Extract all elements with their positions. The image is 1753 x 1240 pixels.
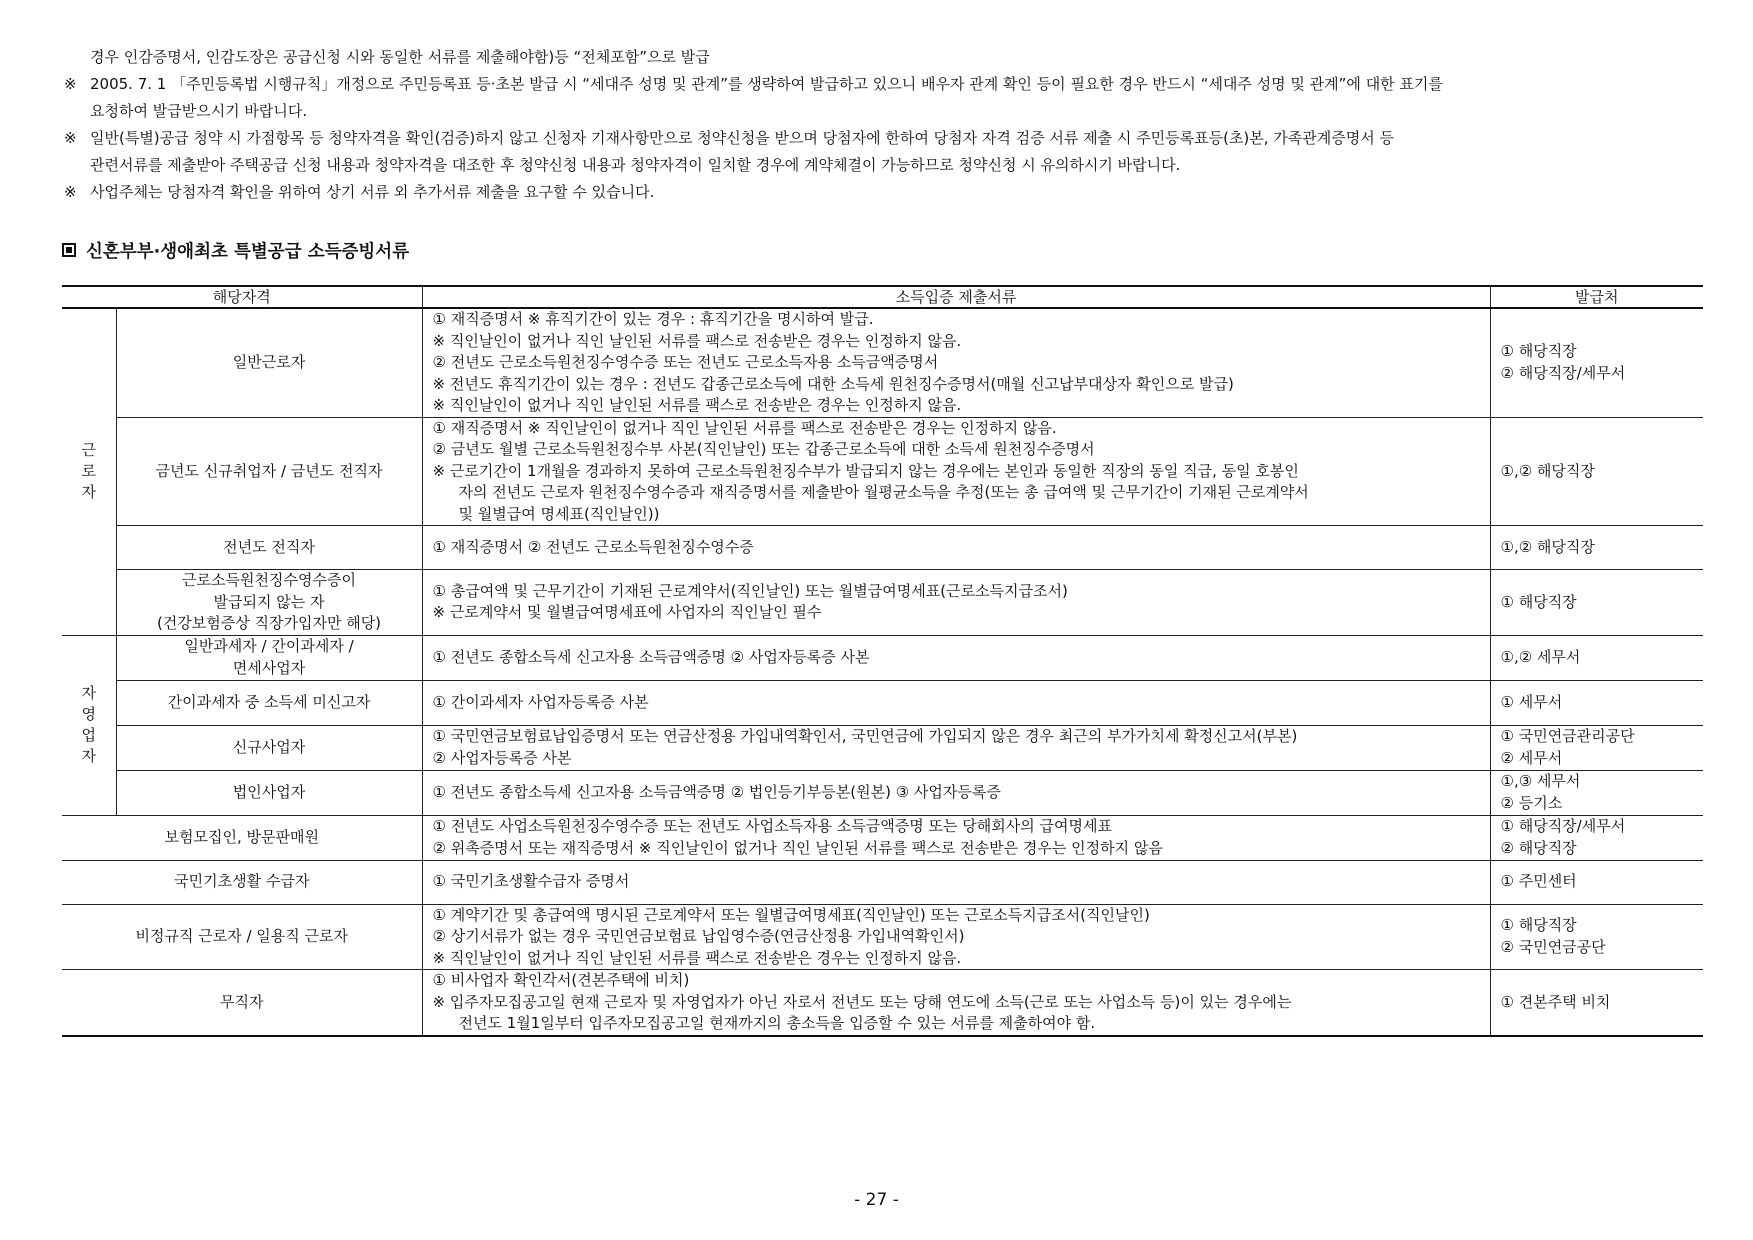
cell-line: 일반근로자: [232, 353, 306, 371]
cell-line: ① 세무서: [1500, 692, 1563, 711]
cell-line: ② 전년도 근로소득원천징수영수증 또는 전년도 근로소득자용 소득금액증명서: [432, 353, 939, 371]
cell-line: 면세사업자: [232, 658, 306, 677]
qualification-cell: [62, 815, 422, 860]
documents-cell: [422, 570, 1490, 636]
cell-line: ※ 근로기간이 1개월을 경과하지 못하여 근로소득원천징수부가 발급되지 않는 경우에는 본인과 동일한 직장의 동일 직급, 동일 호봉인: [432, 461, 1299, 480]
note-line: [64, 44, 1704, 71]
note-text: 요청하여 발급받으시기 바랍니다.: [90, 102, 308, 120]
issuer-cell: [1490, 680, 1703, 725]
cell-line: ①,② 세무서: [1500, 647, 1581, 666]
cell-line: ① 주민센터: [1500, 872, 1577, 891]
qualification-cell: [116, 308, 422, 417]
cell-line: ① 해당직장: [1500, 916, 1577, 935]
note-mark: [64, 98, 90, 125]
table-row: [62, 635, 1703, 680]
note-text: 관련서류를 제출받아 주택공급 신청 내용과 청약자격을 대조한 후 청약신청 내용과 청약자격이 일치할 경우에 계약체결이 가능하므로 청약신청 시 유의하시기 바랍니다.: [90, 156, 1181, 174]
issuer-cell: [1490, 635, 1703, 680]
cell-line: ※ 직인날인이 없거나 직인 날인된 서류를 팩스로 전송받은 경우는 인정하지 않음.: [432, 396, 962, 414]
cell-line: 전년도 전직자: [223, 537, 315, 556]
table-row: [62, 570, 1703, 636]
cell-line: 비정규직 근로자 / 일용직 근로자: [135, 927, 348, 945]
cell-line: 법인사업자: [232, 782, 306, 801]
cell-line: ① 총급여액 및 근무기간이 기재된 근로계약서(직인날인) 또는 월별급여명세표(근로소득지급조서): [432, 581, 1068, 600]
cell-line: ① 비사업자 확인각서(견본주택에 비치): [432, 971, 690, 989]
group-label-char: 영: [81, 705, 96, 723]
note-text: 일반(특별)공급 청약 시 가점항목 등 청약자격을 확인(검증)하지 않고 신청자 기재사항만으로 청약신청을 받으며 당첨자에 한하여 당첨자 자격 검증 서류 제출 시 주민등록표등(초)본, 가족관계증명서 등: [90, 129, 1394, 147]
issuer-cell: [1490, 860, 1703, 904]
note-line: [64, 152, 1704, 179]
group-label-cell: [62, 308, 116, 635]
cell-line: ※ 직인날인이 없거나 직인 날인된 서류를 팩스로 전송받은 경우는 인정하지 않음.: [432, 331, 962, 350]
table-header-row: [62, 286, 1703, 308]
note-mark: ※: [64, 129, 77, 147]
qualification-cell: [116, 417, 422, 526]
documents-cell: [422, 904, 1490, 970]
header-issuer: 발급처: [1490, 286, 1703, 308]
cell-line: ① 해당직장/세무서: [1500, 817, 1626, 835]
cell-line: 무직자: [220, 992, 264, 1011]
cell-line: ①,③ 세무서: [1500, 772, 1581, 790]
documents-cell: [422, 860, 1490, 904]
documents-cell: [422, 526, 1490, 570]
note-line: [64, 125, 1704, 152]
table-row: [62, 860, 1703, 904]
cell-line: ② 국민연금공단: [1500, 937, 1606, 956]
header-documents: 소득입증 제출서류: [422, 286, 1490, 308]
issuer-cell: [1490, 725, 1703, 770]
documents-cell: [422, 417, 1490, 526]
table-row: [62, 417, 1703, 526]
cell-line: ② 해당직장/세무서: [1500, 363, 1626, 382]
note-line: [64, 98, 1704, 125]
cell-line: ① 계약기간 및 총급여액 명시된 근로계약서 또는 월별급여명세표(직인날인) 또는 근로소득지급조서(직인날인): [432, 905, 1150, 924]
cell-line: 및 월별급여 명세표(직인날인)): [458, 504, 660, 523]
square-bullet-icon: [62, 243, 76, 257]
qualification-cell: [116, 770, 422, 815]
notes-block: [64, 44, 1704, 206]
header-qualification: 해당자격: [62, 286, 422, 308]
cell-line: ①,② 해당직장: [1500, 537, 1595, 556]
cell-line: ① 재직증명서 ※ 직인날인이 없거나 직인 날인된 서류를 팩스로 전송받은 경우는 인정하지 않음.: [432, 418, 1057, 437]
income-proof-table: [62, 285, 1703, 1037]
qualification-cell: [116, 570, 422, 636]
note-text: 사업주체는 당첨자격 확인을 위하여 상기 서류 외 추가서류 제출을 요구할 수 있습니다.: [90, 183, 655, 201]
group-label-char: 업: [81, 726, 96, 744]
section-title-text: 신혼부부·생애최초 특별공급 소득증빙서류: [86, 242, 410, 262]
cell-line: ② 세무서: [1500, 748, 1563, 767]
cell-line: ※ 입주자모집공고일 현재 근로자 및 자영업자가 아닌 자로서 전년도 또는 당해 연도에 소득(근로 또는 사업소득 등)이 있는 경우에는: [432, 992, 1292, 1011]
table-row: [62, 308, 1703, 417]
qualification-cell: [62, 970, 422, 1036]
cell-line: 일반과세자 / 간이과세자 /: [184, 637, 354, 655]
issuer-cell: [1490, 570, 1703, 636]
issuer-cell: [1490, 308, 1703, 417]
cell-line: 자의 전년도 근로자 원천징수영수증과 재직증명서를 제출받아 월평균소득을 추정(또는 총 급여액 및 근무기간이 기재된 근로계약서: [458, 483, 1309, 501]
cell-line: 간이과세자 중 소득세 미신고자: [167, 692, 371, 711]
group-label-cell: [62, 635, 116, 815]
cell-line: 발급되지 않는 자: [213, 592, 325, 611]
documents-cell: [422, 970, 1490, 1036]
cell-line: ① 해당직장: [1500, 592, 1577, 611]
note-text: 2005. 7. 1 「주민등록법 시행규칙」개정으로 주민등록표 등·초본 발급 시 “세대주 성명 및 관계”를 생략하여 발급하고 있으니 배우자 관계 확인 등이 필요한 경우 반드시 “세대주 성명 및 관계”에 대한 표기를: [90, 75, 1443, 93]
cell-line: ② 해당직장: [1500, 838, 1577, 857]
qualification-cell: [116, 526, 422, 570]
cell-line: ※ 직인날인이 없거나 직인 날인된 서류를 팩스로 전송받은 경우는 인정하지 않음.: [432, 948, 962, 967]
cell-line: ① 전년도 사업소득원천징수영수증 또는 전년도 사업소득자용 소득금액증명 또는 당해회사의 급여명세표: [432, 817, 1112, 835]
issuer-cell: [1490, 526, 1703, 570]
cell-line: 보험모집인, 방문판매원: [164, 827, 319, 846]
documents-cell: [422, 725, 1490, 770]
cell-line: ① 간이과세자 사업자등록증 사본: [432, 692, 649, 711]
cell-line: (건강보험증상 직장가입자만 해당): [156, 614, 382, 632]
documents-cell: [422, 635, 1490, 680]
cell-line: ② 금년도 월별 근로소득원천징수부 사본(직인날인) 또는 갑종근로소득에 대한 소득세 원천징수증명서: [432, 440, 1095, 458]
table-row: [62, 526, 1703, 570]
cell-line: ① 전년도 종합소득세 신고자용 소득금액증명 ② 법인등기부등본(원본) ③ 사업자등록증: [432, 782, 1001, 801]
group-label-char: 자: [81, 483, 96, 502]
page-number: - 27 -: [854, 1190, 899, 1210]
note-mark: [64, 44, 90, 71]
note-mark: ※: [64, 183, 77, 201]
table-row: [62, 680, 1703, 725]
cell-line: 근로소득원천징수영수증이: [182, 571, 356, 589]
cell-line: ① 견본주택 비치: [1500, 992, 1611, 1011]
cell-line: 국민기초생활 수급자: [174, 872, 310, 891]
group-label-char: 자: [81, 684, 96, 702]
note-text: 경우 인감증명서, 인감도장은 공급신청 시와 동일한 서류를 제출해야함)등 “전체포함”으로 발급: [90, 48, 710, 66]
qualification-cell: [116, 680, 422, 725]
note-line: [64, 71, 1704, 98]
table-row: [62, 725, 1703, 770]
qualification-cell: [62, 860, 422, 904]
group-label-char: 자: [81, 747, 96, 765]
qualification-cell: [62, 904, 422, 970]
issuer-cell: [1490, 417, 1703, 526]
cell-line: ※ 전년도 휴직기간이 있는 경우 : 전년도 갑종근로소득에 대한 소득세 원천징수증명서(매월 신고납부대상자 확인으로 발급): [432, 374, 1234, 393]
cell-line: 금년도 신규취업자 / 금년도 전직자: [155, 461, 383, 480]
table-row: [62, 770, 1703, 815]
cell-line: ① 국민기초생활수급자 증명서: [432, 872, 630, 891]
group-label-char: 로: [81, 462, 96, 481]
issuer-cell: [1490, 904, 1703, 970]
section-title: [62, 238, 409, 263]
group-label-char: 근: [81, 441, 96, 460]
cell-line: ② 등기소: [1500, 793, 1563, 812]
table-row: [62, 970, 1703, 1036]
note-line: [64, 179, 1704, 206]
qualification-cell: [116, 725, 422, 770]
cell-line: ① 국민연금관리공단: [1500, 727, 1635, 745]
documents-cell: [422, 680, 1490, 725]
qualification-cell: [116, 635, 422, 680]
documents-cell: [422, 770, 1490, 815]
cell-line: ① 국민연금보험료납입증명서 또는 연금산정용 가입내역확인서, 국민연금에 가입되지 않은 경우 최근의 부가가치세 확정신고서(부본): [432, 727, 1298, 745]
issuer-cell: [1490, 815, 1703, 860]
documents-cell: [422, 308, 1490, 417]
cell-line: ② 사업자등록증 사본: [432, 748, 572, 767]
documents-cell: [422, 815, 1490, 860]
issuer-cell: [1490, 770, 1703, 815]
cell-line: 신규사업자: [232, 737, 306, 756]
cell-line: ①,② 해당직장: [1500, 461, 1595, 480]
cell-line: ① 재직증명서 ② 전년도 근로소득원천징수영수증: [432, 537, 754, 556]
cell-line: ※ 근로계약서 및 월별급여명세표에 사업자의 직인날인 필수: [432, 603, 822, 622]
table-body: [62, 308, 1703, 1036]
note-mark: ※: [64, 75, 77, 93]
issuer-cell: [1490, 970, 1703, 1036]
table-row: [62, 815, 1703, 860]
cell-line: ② 상기서류가 없는 경우 국민연금보험료 납입영수증(연금산정용 가입내역확인서): [432, 927, 965, 945]
cell-line: ① 전년도 종합소득세 신고자용 소득금액증명 ② 사업자등록증 사본: [432, 647, 870, 666]
cell-line: 전년도 1월1일부터 입주자모집공고일 현재까지의 총소득을 입증할 수 있는 서류를 제출하여야 함.: [458, 1014, 1096, 1032]
cell-line: ① 해당직장: [1500, 342, 1577, 361]
note-mark: [64, 152, 90, 179]
cell-line: ② 위촉증명서 또는 재직증명서 ※ 직인날인이 없거나 직인 날인된 서류를 팩스로 전송받은 경우는 인정하지 않음: [432, 838, 1163, 857]
cell-line: ① 재직증명서 ※ 휴직기간이 있는 경우 : 휴직기간을 명시하여 발급.: [432, 310, 874, 328]
table-row: [62, 904, 1703, 970]
